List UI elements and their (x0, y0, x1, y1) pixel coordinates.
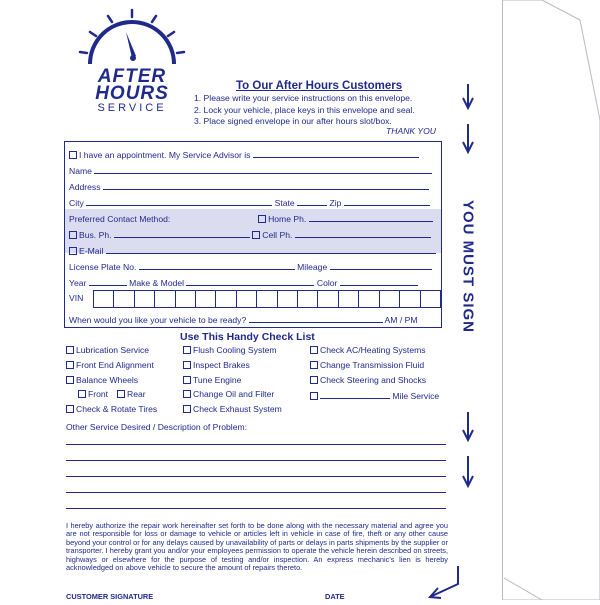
instructions-list (194, 93, 415, 128)
name-row (69, 164, 432, 176)
checkbox[interactable] (310, 346, 318, 354)
checklist-label: Inspect Brakes (193, 360, 250, 370)
mileage-field[interactable] (330, 260, 432, 270)
year-label: Year (69, 278, 87, 288)
state-field[interactable] (297, 196, 327, 206)
checklist-label: Check Steering and Shocks (320, 375, 427, 385)
ready-row (69, 313, 418, 325)
checklist-item[interactable] (183, 375, 241, 385)
mile-service-field[interactable] (320, 389, 390, 399)
business-phone-field[interactable] (114, 228, 250, 238)
logo-hours: HOURS (95, 83, 169, 104)
address-field[interactable] (103, 180, 429, 190)
make-model-field[interactable] (186, 276, 314, 286)
ready-field[interactable] (249, 313, 383, 323)
name-field[interactable] (94, 164, 432, 174)
checklist-item[interactable] (183, 345, 277, 355)
ready-label: When would you like your vehicle to be ready? (69, 315, 247, 325)
checklist-title: Use This Handy Check List (180, 331, 315, 343)
checkbox[interactable] (66, 346, 74, 354)
checklist-label: Check Exhaust System (193, 404, 282, 414)
checklist-label: Rear (127, 389, 146, 399)
thank-you-text: THANK YOU (386, 126, 436, 136)
address-row (69, 180, 429, 192)
checklist-label: Tune Engine (193, 375, 242, 385)
city-field[interactable] (86, 196, 272, 206)
authorization-text: I hereby authorize the repair work hereinafter set forth to be done along with the necessary material and agree you are not responsible for loss or damage to vehicle or articles left in vehicle in case of fire, theft or any other cause beyond your control or for any delays caused by unavailability of parts or delays in parts shipments by the supplier or transporter. I hereby grant you and/or your employees permission to operate the vehicle herein described on streets, highways or elsewhere for the purpose of testing and/or inspection. An express mechanic's lien is hereby acknowledged on above vehicle to secure the amount of repairs thereto. (66, 521, 448, 573)
logo-after: AFTER (97, 66, 167, 87)
description-line[interactable] (66, 476, 446, 477)
name-label: Name (69, 166, 92, 176)
description-line[interactable] (66, 492, 446, 493)
checklist-label: Lubrication Service (76, 345, 150, 355)
checkbox[interactable] (183, 346, 191, 354)
make-model-label: Make & Model (129, 278, 185, 288)
description-line[interactable] (66, 444, 446, 445)
color-field[interactable] (340, 276, 418, 286)
checklist-item[interactable] (117, 389, 146, 399)
you-must-sign-label (455, 174, 481, 370)
checklist-item[interactable] (66, 404, 157, 414)
checklist-item[interactable] (66, 345, 149, 355)
signature-label: CUSTOMER SIGNATURE (66, 592, 154, 601)
checklist-label: Mile Service (392, 391, 440, 401)
phone-row (69, 228, 431, 240)
description-line[interactable] (66, 460, 446, 461)
checklist-item[interactable] (310, 345, 426, 355)
checklist-item[interactable] (183, 389, 274, 399)
city-label: City (69, 198, 84, 208)
checklist-item[interactable] (310, 375, 426, 385)
appointment-label: I have an appointment. My Service Advisor is (79, 150, 251, 160)
checkbox[interactable] (183, 405, 191, 413)
checklist-item[interactable] (78, 389, 108, 399)
logo-service: SERVICE (97, 102, 167, 114)
business-phone-checkbox[interactable] (69, 231, 77, 239)
address-label: Address (69, 182, 101, 192)
color-label: Color (316, 278, 338, 288)
cell-phone-field[interactable] (295, 228, 431, 238)
contact-method-label: Preferred Contact Method: (69, 214, 171, 224)
zip-field[interactable] (344, 196, 430, 206)
checklist-item[interactable] (66, 360, 154, 370)
license-row (69, 260, 432, 272)
checklist-item[interactable] (310, 360, 424, 370)
checklist-label: Change Transmission Fluid (320, 360, 425, 370)
checkbox[interactable] (66, 376, 74, 384)
checkbox[interactable] (78, 390, 86, 398)
contact-method-row (69, 212, 433, 224)
customer-info-form (64, 141, 442, 328)
checklist-label: Front (88, 389, 109, 399)
checklist-item[interactable] (183, 360, 250, 370)
checkbox[interactable] (66, 405, 74, 413)
description-line[interactable] (66, 508, 446, 509)
bent-arrow-icon (424, 566, 464, 600)
down-arrow-icon (462, 412, 474, 490)
you-must-sign-text: YOU MUST SIGN (459, 199, 477, 333)
license-field[interactable] (139, 260, 295, 270)
zip-label: Zip (329, 198, 342, 208)
checkbox[interactable] (183, 376, 191, 384)
date-label: DATE (325, 592, 345, 601)
down-arrow-icon (462, 84, 474, 158)
other-service-label: Other Service Desired / Description of Problem: (66, 422, 248, 432)
checklist-item[interactable] (310, 389, 439, 401)
license-label: License Plate No. (69, 262, 137, 272)
email-label: E-Mail (79, 246, 104, 256)
checkbox[interactable] (310, 376, 318, 384)
mileage-label: Mileage (297, 262, 328, 272)
checklist-item[interactable] (66, 375, 138, 385)
checkbox[interactable] (183, 361, 191, 369)
home-phone-checkbox[interactable] (258, 215, 266, 223)
home-phone-label: Home Ph. (268, 214, 307, 224)
checkbox[interactable] (310, 392, 318, 400)
vehicle-row (69, 276, 418, 288)
email-row (69, 244, 436, 256)
instructions-title: To Our After Hours Customers (236, 80, 403, 92)
advisor-field[interactable] (253, 148, 419, 158)
year-field[interactable] (89, 276, 127, 286)
checkbox[interactable] (183, 390, 191, 398)
envelope-flap (502, 0, 600, 600)
instruction-step: 1. Please write your service instructions on this envelope. (194, 93, 413, 103)
after-hours-logo (72, 6, 192, 114)
checklist-label: Balance Wheels (76, 375, 139, 385)
appointment-row (69, 148, 419, 160)
checklist-label: Flush Cooling System (193, 345, 277, 355)
business-phone-label: Bus. Ph. (79, 230, 112, 240)
email-checkbox[interactable] (69, 247, 77, 255)
vin-boxes[interactable] (93, 290, 441, 308)
vin-label: VIN (69, 293, 84, 303)
instruction-step: 2. Lock your vehicle, place keys in this envelope and seal. (194, 104, 415, 115)
cell-phone-label: Cell Ph. (262, 230, 293, 240)
checkbox[interactable] (117, 390, 125, 398)
checklist-label: Check & Rotate Tires (76, 404, 158, 414)
checklist-label: Change Oil and Filter (193, 389, 275, 399)
checkbox[interactable] (310, 361, 318, 369)
cell-phone-checkbox[interactable] (252, 231, 260, 239)
appointment-checkbox[interactable] (69, 151, 77, 159)
email-field[interactable] (106, 244, 436, 254)
home-phone-field[interactable] (309, 212, 433, 222)
am-pm-label: AM / PM (384, 315, 418, 325)
state-label: State (274, 198, 295, 208)
checkbox[interactable] (66, 361, 74, 369)
checklist-label: Front End Alignment (76, 360, 154, 370)
checklist-item[interactable] (183, 404, 282, 414)
checklist-label: Check AC/Heating Systems (320, 345, 426, 355)
city-row (69, 196, 430, 208)
instruction-step: 3. Place signed envelope in our after hours slot/box. (194, 116, 392, 126)
